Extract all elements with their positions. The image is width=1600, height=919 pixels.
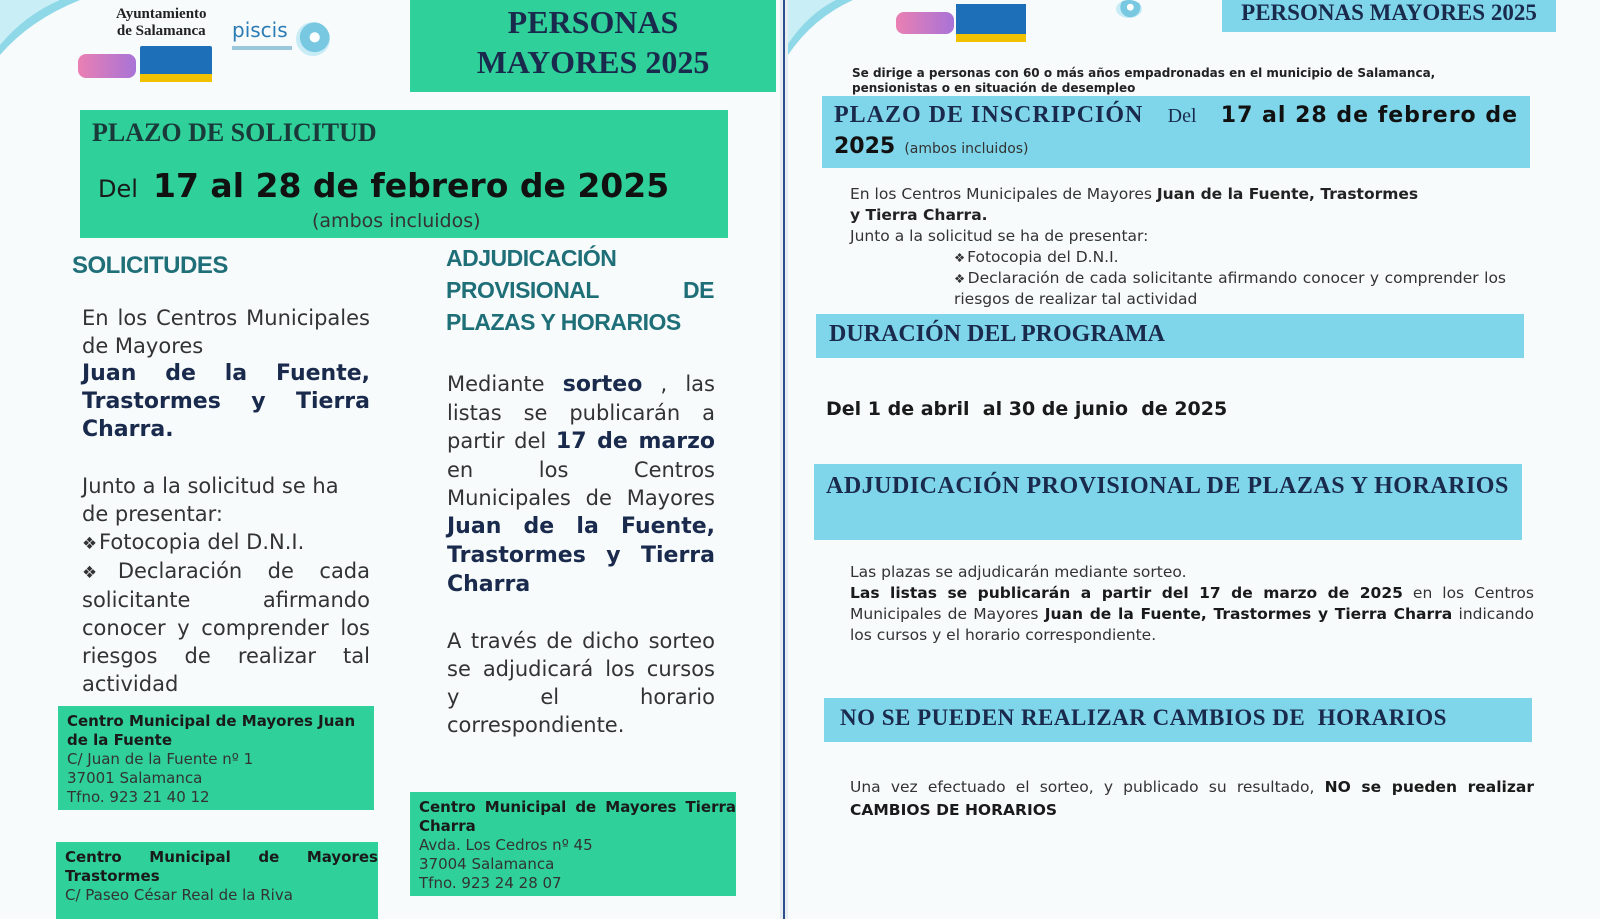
adjudicacion-body-right: [850, 562, 1534, 646]
contact1-phone: Tfno. 923 21 40 12: [67, 788, 210, 806]
contact3-city: 37004 Salamanca: [419, 855, 555, 873]
right-title-box: [1222, 0, 1556, 32]
insc-bullet-1: ❖ Fotocopia del D.N.I.: [954, 247, 1506, 268]
duracion-box: [816, 314, 1524, 358]
inscripcion-row-2: [834, 134, 1029, 159]
cambios-heading: NO SE PUEDEN REALIZAR CAMBIOS DE HORARIOS: [840, 705, 1447, 730]
inscripcion-row-1: [834, 102, 1518, 129]
adjudicacion-heading: ADJUDICACIÓN PROVISIONAL DE PLAZAS Y HORARIOS: [446, 245, 714, 335]
solicitudes-bullet-2: ❖ Declaración de cada solicitante afirmando conocer y comprender los riesgos de realizar tal actividad: [82, 557, 370, 698]
cambios-text: Una vez efectuado el sorteo, y publicado su resultado, NO se pueden realizar CAMBIOS DE HORARIOS: [850, 778, 1534, 819]
inscripcion-note: (ambos incluidos): [904, 141, 1029, 157]
contact3-name: Centro Municipal de Mayores Tierra Charra: [419, 798, 736, 835]
sorteo-text: sorteo: [562, 372, 643, 397]
inscripcion-body: [850, 184, 1506, 310]
adjudicacion-p2: A través de dicho sorteo se adjudicará los cursos y el horario correspondiente.: [447, 629, 715, 737]
solicitudes-centers: Juan de la Fuente, Trastormes y Tierra Charra.: [82, 361, 370, 442]
plazo-dates: 17 al 28 de febrero de 2025: [153, 166, 670, 205]
inscripcion-dates-b: 2025: [834, 134, 896, 159]
adjudicacion-p1: Mediante sorteo , las listas se publicarán a partir del 17 de marzo en los Centros Municipales de Mayores Juan de la Fuente, Trastormes y Tierra Charra: [447, 372, 715, 597]
title-line-1: PERSONAS: [507, 4, 679, 40]
contact3-address: Avda. Los Cedros nº 45: [419, 836, 593, 854]
contact-box-tierra-charra: [410, 792, 736, 896]
plazo-heading: PLAZO DE SOLICITUD: [92, 118, 377, 147]
solicitudes-bullet-1: ❖ Fotocopia del D.N.I.: [82, 528, 370, 557]
decorative-swoosh: [0, 0, 90, 60]
solicitudes-intro: En los Centros Municipales de Mayores: [82, 306, 370, 358]
cambios-box: [824, 698, 1532, 742]
solicitudes-body: [82, 304, 370, 698]
inscripcion-dates-a: 17 al 28 de febrero de: [1220, 103, 1518, 128]
piscis-text: piscis: [232, 18, 288, 42]
adjudicacion-body: [447, 370, 715, 739]
plazo-dates-row: [98, 166, 669, 205]
adjudicacion-heading-right: ADJUDICACIÓN PROVISIONAL DE PLAZAS Y HORARIOS: [826, 473, 1509, 499]
insc-junto: Junto a la solicitud se ha de presentar:: [850, 227, 1149, 245]
insc-line-1: En los Centros Municipales de Mayores Juan de la Fuente, Trastormes: [850, 185, 1419, 203]
ciudades-logo-small-icon: [896, 12, 954, 34]
plazo-solicitud-box: [80, 110, 728, 238]
page-divider-line: [783, 0, 785, 919]
inscripcion-del: Del: [1167, 105, 1197, 127]
duracion-text: Del 1 de abril al 30 de junio de 2025: [826, 398, 1228, 420]
title-line-2: MAYORES 2025: [476, 44, 710, 80]
insc-bullet-2: ❖ Declaración de cada solicitante afirmando conocer y comprender los riesgos de realizar tal actividad: [954, 268, 1506, 310]
solicitudes-spacer: [82, 444, 370, 472]
contact-box-trastormes: [56, 842, 378, 919]
contact1-name: Centro Municipal de Mayores Juan de la Fuente: [67, 712, 356, 749]
inscripcion-heading: PLAZO DE INSCRIPCIÓN: [834, 102, 1144, 128]
right-title: PERSONAS MAYORES 2025: [1241, 0, 1537, 25]
contact1-city: 37001 Salamanca: [67, 769, 203, 787]
oms-stripe-small-icon: [956, 34, 1026, 42]
left-page: [0, 0, 780, 919]
adjudicacion-spacer: [447, 599, 715, 627]
right-page: [788, 0, 1600, 919]
solicitudes-heading: SOLICITUDES: [72, 252, 228, 279]
piscis-subtext: [232, 46, 292, 50]
adj-right-line-2: Las listas se publicarán a partir del 17 de marzo de 2025 en los Centros Municipales de Mayores Juan de la Fuente, Trastormes y Tierra Charra indicando los cursos y el horario correspondiente.: [850, 584, 1534, 644]
solicitudes-junto: Junto a la solicitud se ha de presentar:: [82, 474, 339, 526]
dirige-text: Se dirige a personas con 60 o más años empadronadas en el municipio de Salamanca, pensionistas o en situación de desempleo: [852, 66, 1436, 95]
decorative-swoosh-right: [788, 0, 858, 60]
contact-box-juan-de-la-fuente: [58, 706, 374, 810]
contact2-name: Centro Municipal de Mayores Trastormes: [65, 848, 378, 885]
oms-logo-stripe-icon: [140, 74, 212, 82]
ayuntamiento-logo: [78, 4, 218, 84]
contact1-address: C/ Juan de la Fuente nº 1: [67, 750, 254, 768]
ayuntamiento-text: Ayuntamiento de Salamanca: [116, 6, 207, 39]
fish-icon: [296, 22, 330, 56]
oms-logo-small-icon: [956, 4, 1026, 36]
inscripcion-box: [822, 96, 1530, 168]
contact3-phone: Tfno. 923 24 28 07: [419, 874, 562, 892]
adjudicacion-box-right: [814, 464, 1522, 540]
insc-line-2: y Tierra Charra.: [850, 206, 988, 224]
fish-small-icon: [1116, 0, 1142, 18]
adj-right-line-1: Las plazas se adjudicarán mediante sorteo.: [850, 563, 1187, 581]
duracion-heading: DURACIÓN DEL PROGRAMA: [829, 321, 1165, 347]
small-logos: [896, 0, 1156, 46]
ciudades-logo-icon: [78, 54, 136, 78]
contact2-address: C/ Paseo César Real de la Riva: [65, 886, 293, 904]
title-box: [410, 0, 776, 92]
plazo-note: (ambos incluidos): [312, 210, 481, 232]
plazo-del: Del: [98, 175, 138, 203]
piscis-logo: [232, 14, 362, 64]
